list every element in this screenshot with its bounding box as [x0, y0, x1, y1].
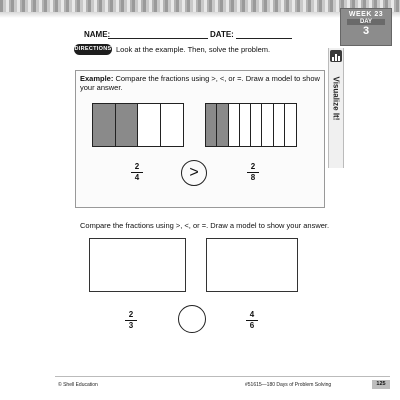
draw-area-left[interactable]: [89, 238, 186, 292]
footer-title: #51615—180 Days of Problem Solving: [245, 382, 332, 388]
denominator: 4: [134, 173, 140, 182]
fraction-model-fourths: [92, 103, 184, 147]
fraction-part: [285, 104, 296, 146]
example-lead: Example:: [80, 74, 114, 83]
name-label: NAME:: [84, 30, 111, 39]
numerator: 2: [250, 162, 256, 171]
example-answer-circle: [181, 160, 207, 186]
problem-instruction: Compare the fractions using >, <, or =. Draw a model to show your answer.: [80, 221, 330, 230]
name-line[interactable]: [108, 38, 208, 39]
side-tab-label: Visualize It!: [331, 76, 341, 121]
example-text: Compare the fractions using >, <, or =. Draw a model to show your answer.: [80, 74, 320, 92]
problem-left-fraction: [125, 311, 137, 330]
fraction-model-eighths: [205, 103, 297, 147]
footer-publisher: © Shell Education: [58, 382, 98, 388]
denominator: 6: [249, 321, 255, 330]
fraction-part: [240, 104, 251, 146]
fraction-part: [251, 104, 262, 146]
greater-than-symbol: >: [189, 164, 199, 181]
example-right-fraction: [247, 163, 259, 182]
numerator: 2: [128, 310, 134, 319]
numerator: 2: [134, 162, 140, 171]
week-label: WEEK 23: [348, 11, 384, 18]
fraction-part: [138, 104, 161, 146]
bar-chart-icon: [330, 50, 342, 62]
fraction-part: [229, 104, 240, 146]
fraction-part: [161, 104, 184, 146]
denominator: 3: [128, 321, 134, 330]
day-label: DAY: [347, 19, 385, 25]
date-label: DATE:: [210, 30, 234, 39]
directions-badge: DIRECTIONS: [74, 44, 112, 55]
draw-area-right[interactable]: [206, 238, 298, 292]
fraction-part-shaded: [93, 104, 116, 146]
numerator: 4: [249, 310, 255, 319]
problem-answer-circle[interactable]: [178, 305, 206, 333]
denominator: 8: [250, 173, 256, 182]
fraction-part-shaded: [206, 104, 217, 146]
day-number: 3: [362, 25, 370, 37]
fraction-part-shaded: [217, 104, 228, 146]
directions-text: Look at the example. Then, solve the problem.: [116, 45, 271, 54]
example-left-fraction: [131, 163, 143, 182]
problem-right-fraction: [246, 311, 258, 330]
fraction-part-shaded: [116, 104, 139, 146]
page-number: 125: [372, 380, 390, 389]
footer-divider: [55, 376, 390, 377]
example-instruction: [80, 74, 320, 92]
week-badge: [340, 8, 392, 46]
date-line[interactable]: [236, 38, 292, 39]
fraction-part: [262, 104, 273, 146]
fraction-part: [274, 104, 285, 146]
side-tab: [328, 48, 344, 168]
